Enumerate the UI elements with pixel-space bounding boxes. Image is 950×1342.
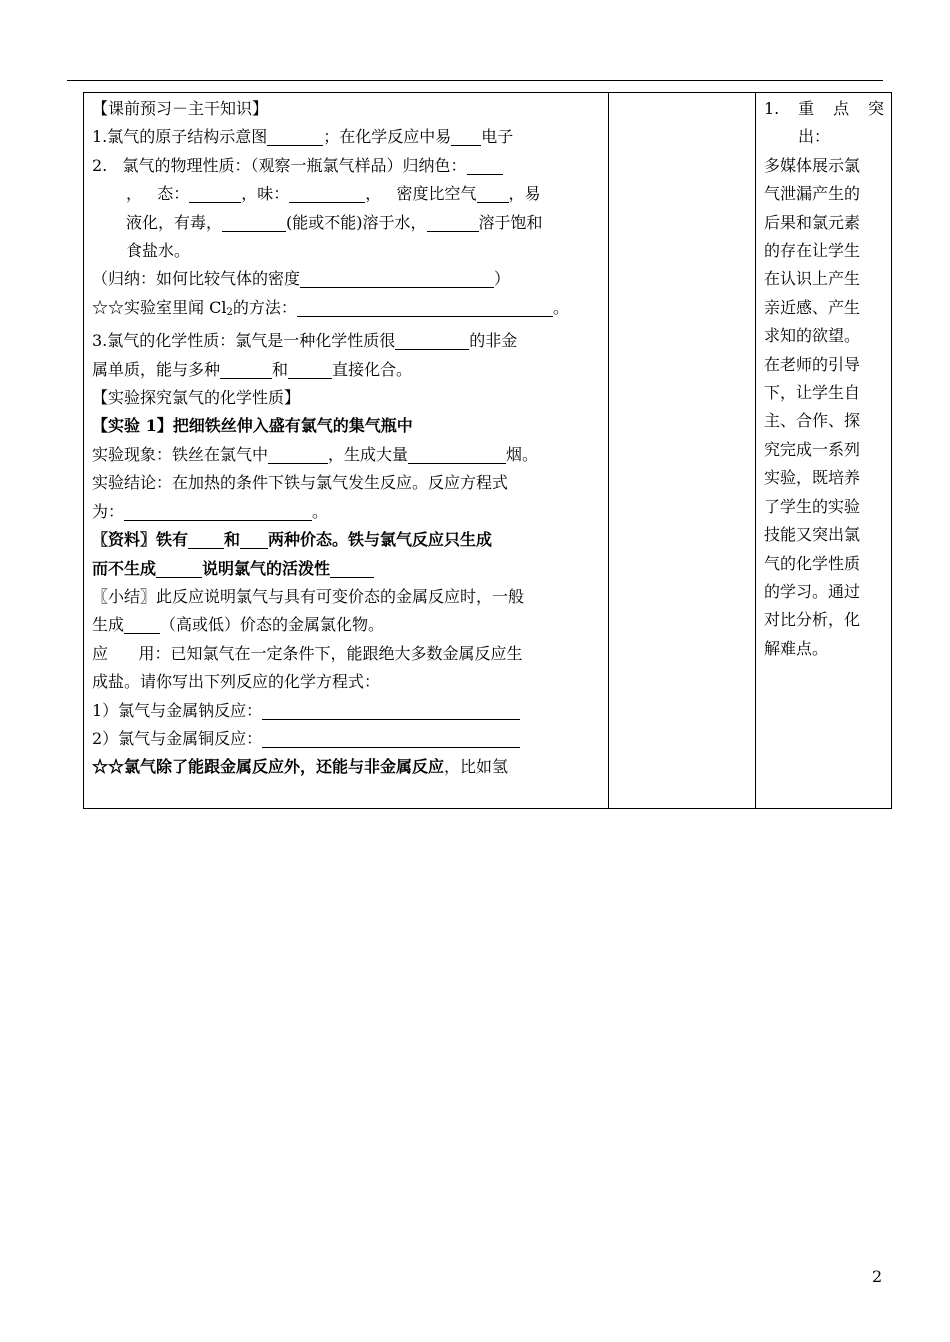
notes-line: 技能又突出氯 [764, 525, 861, 545]
summary-line-1: 〖小结〗此反应说明氯气与具有可变价态的金属反应时，一般 [92, 586, 525, 606]
notes-line: 主、合作、探 [764, 411, 861, 431]
blank[interactable] [408, 445, 506, 464]
preview-line-2: 2. 氯气的物理性质：（观察一瓶氯气样品）归纳色： [92, 152, 602, 180]
blank[interactable] [427, 213, 479, 232]
blank[interactable] [220, 360, 272, 379]
blank[interactable] [240, 530, 268, 549]
blank[interactable] [124, 615, 160, 634]
notes-line: 解难点。 [764, 638, 829, 658]
blank[interactable] [395, 331, 469, 350]
nonmetal-reaction-line: ☆☆氯气除了能跟金属反应外，还能与非金属反应，比如氢 [92, 757, 509, 777]
preview-heading: 【课前预习－主干知识】 [92, 99, 269, 118]
blank[interactable] [156, 559, 202, 578]
column-divider-2 [755, 93, 756, 808]
header-rule [67, 80, 883, 81]
notes-line: 实验，既培养 [764, 468, 861, 488]
experiment-phenomenon: 实验现象：铁丝在氯气中 ，生成大量 烟。 [92, 444, 539, 464]
notes-line: 在老师的引导 [764, 354, 861, 374]
notes-line: 在认识上产生 [764, 269, 861, 289]
blank[interactable] [477, 184, 509, 203]
blank[interactable] [262, 729, 520, 748]
resource-line-2: 而不生成 说明氯气的活泼性 [92, 555, 602, 583]
notes-line: 求知的欲望。 [764, 326, 861, 346]
notes-line: 的存在让学生 [764, 241, 861, 261]
notes-line: 气泄漏产生的 [764, 184, 861, 204]
experiment-1-title: 【实验 1】把细铁丝伸入盛有氯气的集气瓶中 [92, 416, 413, 436]
column-divider-1 [608, 93, 609, 808]
question-sodium: 1）氯气与金属钠反应： [92, 697, 602, 725]
page-number: 2 [872, 1267, 883, 1286]
notes-line: 下，让学生自 [764, 383, 861, 403]
main-content-cell [92, 95, 602, 782]
preview-line-5: 食盐水。 [126, 241, 191, 261]
blank[interactable] [289, 184, 365, 203]
blank[interactable] [297, 298, 553, 317]
design-notes-cell [764, 95, 886, 663]
explore-heading: 【实验探究氯气的化学性质】 [92, 388, 301, 408]
notes-line: 了学生的实验 [764, 496, 861, 516]
preview-line-8: 3.氯气的化学性质：氯气是一种化学性质很 的非金 [92, 331, 518, 351]
lesson-table [83, 92, 892, 809]
blank[interactable] [222, 213, 286, 232]
blank[interactable] [267, 127, 323, 146]
experiment-equation: 为： 。 [92, 501, 329, 521]
blank[interactable] [188, 530, 224, 549]
preview-line-9: 属单质，能与多种 和 直接化合。 [92, 359, 413, 379]
preview-line-3: ， 态： ，味： ， 密度比空气 ，易 [126, 184, 541, 204]
resource-line-1: 〖资料〗铁有 和 两种价态。铁与氯气反应只生成 [92, 530, 493, 550]
blank[interactable] [330, 559, 374, 578]
experiment-conclusion: 实验结论：在加热的条件下铁与氯气发生反应。反应方程式 [92, 473, 509, 493]
preview-line-6: （归纳：如何比较气体的密度 ） [92, 269, 511, 289]
notes-heading: 1. 重 点 突 [764, 99, 884, 118]
blank[interactable] [189, 184, 241, 203]
notes-line: 对比分析，化 [764, 610, 861, 630]
blank[interactable] [268, 445, 328, 464]
summary-line-2: 生成 （高或低）价态的金属氯化物。 [92, 615, 385, 635]
application-line-1: 应 用：已知氯气在一定条件下，能跟绝大多数金属反应生 [92, 643, 523, 663]
blank[interactable] [451, 127, 481, 146]
notes-line: 亲近感、产生 [764, 297, 861, 317]
blank[interactable] [300, 269, 494, 288]
preview-line-4: 液化，有毒， (能或不能)溶于水， 溶于饱和 [126, 212, 543, 232]
preview-line-7: ☆☆实验室里闻 $Cl_2$的方法： 。 [92, 297, 569, 318]
question-copper: 2）氯气与金属铜反应： [92, 725, 602, 753]
notes-line: 气的化学性质 [764, 553, 861, 573]
notes-line: 究完成一系列 [764, 439, 861, 459]
preview-line-1: 1.氯气的原子结构示意图 ；在化学反应中易 电子 [92, 127, 514, 147]
notes-heading-cont: 出： [798, 127, 831, 147]
notes-line: 的学习。通过 [764, 581, 861, 601]
blank[interactable] [124, 502, 312, 521]
blank[interactable] [262, 701, 520, 720]
blank[interactable] [467, 156, 503, 175]
notes-line: 后果和氯元素 [764, 212, 861, 232]
notes-line: 多媒体展示氯 [764, 155, 861, 175]
application-line-2: 成盐。请你写出下列反应的化学方程式： [92, 672, 381, 692]
blank[interactable] [288, 360, 332, 379]
